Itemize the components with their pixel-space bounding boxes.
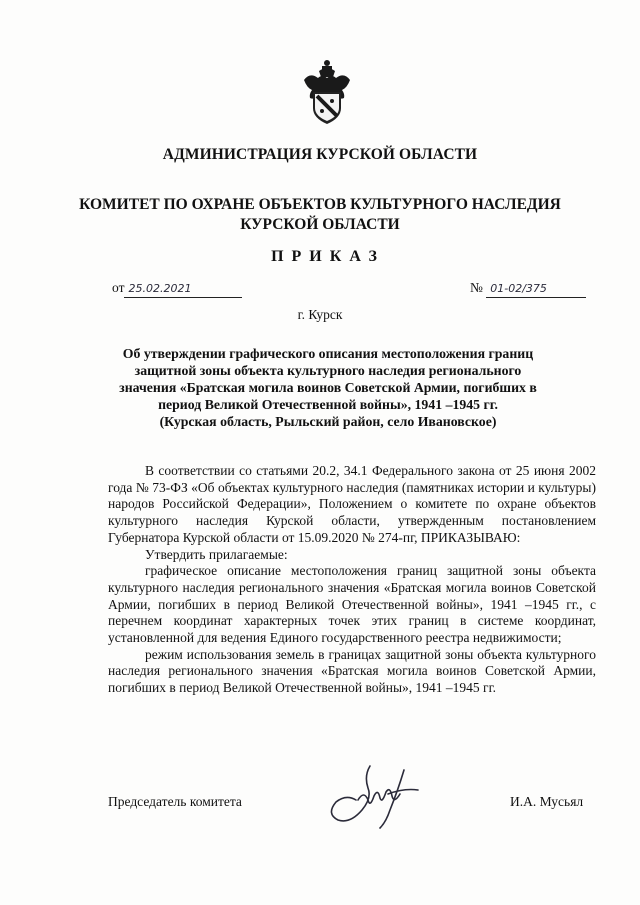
coat-of-arms-icon [301, 58, 353, 128]
subject-line: (Курская область, Рыльский район, село Ивановское) [159, 414, 497, 429]
date-prefix: от [112, 280, 125, 295]
body-paragraph: графическое описание местоположения границ защитной зоны объекта культурного наследия регионального значения «Братская могила воинов Советской Армии, погибших в период Великой Отечественной войны», 1941 –1945 гг., с перечнем координат характерных точек этих границ в системе координат, установленной для ведения Единого государственного реестра недвижимости; [108, 563, 596, 646]
subject-block [108, 345, 548, 430]
date-field [112, 280, 242, 298]
subject-line: период Великой Отечественной войны», 1941 –1945 гг. [158, 397, 498, 412]
document-body [108, 463, 596, 697]
subject-line: Об утверждении графического описания местоположения границ [122, 346, 534, 361]
number-value: 01-02/375 [486, 281, 586, 298]
signatory-name: И.А. Мусьял [510, 794, 584, 809]
subject-line: защитной зоны объекта культурного наследия регионального [134, 363, 522, 378]
body-paragraph: Утвердить прилагаемые: [145, 546, 288, 562]
number-prefix: № [470, 280, 483, 295]
body-paragraph: В соответствии со статьями 20.2, 34.1 Федерального закона от 25 июня 2002 года № 73-ФЗ «Об объектах культурного наследия (памятниках истории и культуры) народов Российской Федерации», Положением о комитете по охране объектов культурного наследия Курской области, утвержденным постановлением Губернатора Курской области от 15.09.2020 № 274-пг, ПРИКАЗЫВАЮ: [108, 463, 596, 545]
organization-title: АДМИНИСТРАЦИЯ КУРСКОЙ ОБЛАСТИ [162, 146, 478, 163]
subject-line: значения «Братская могила воинов Советской Армии, погибших в [119, 380, 537, 395]
signatory-position: Председатель комитета [108, 794, 242, 809]
body-paragraph: режим использования земель в границах защитной зоны объекта культурного наследия регионального значения «Братская могила воинов Советской Армии, погибших в период Великой Отечественной войны», 1941 –1945 гг. [108, 646, 596, 696]
city: г. Курск [297, 307, 343, 322]
committee-title-line1: КОМИТЕТ ПО ОХРАНЕ ОБЪЕКТОВ КУЛЬТУРНОГО НАСЛЕДИЯ [79, 196, 561, 213]
handwritten-signature [318, 760, 438, 840]
committee-title-line2: КУРСКОЙ ОБЛАСТИ [240, 216, 400, 233]
committee-title [0, 195, 640, 235]
number-field [470, 280, 586, 298]
document-type: ПРИКАЗ [271, 248, 385, 265]
date-value: 25.02.2021 [124, 281, 242, 298]
